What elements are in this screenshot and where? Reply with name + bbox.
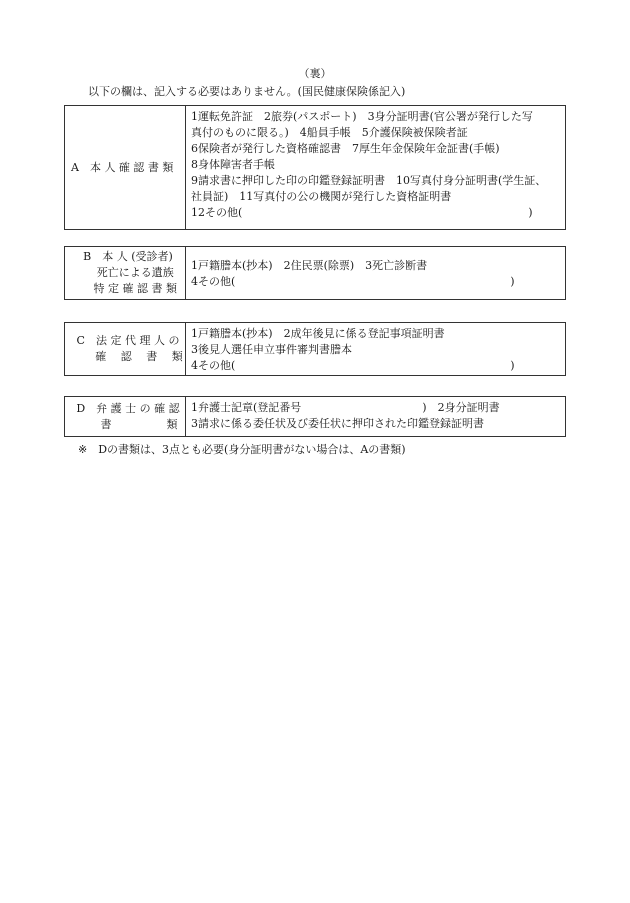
section-c-label-line: 確 認 書 類	[73, 350, 183, 363]
section-c-line: 4その他( )	[191, 358, 515, 372]
page-title: （裏）	[298, 67, 332, 80]
section-d-label-line: 書 類	[78, 417, 178, 431]
section-a-content	[186, 106, 565, 229]
section-a-line: 8身体障害者手帳	[191, 157, 275, 171]
section-c-box	[64, 322, 566, 376]
section-b-label-line: 死亡による遺族	[82, 266, 174, 280]
section-a-line: 6保険者が発行した資格確認書 7厚生年金保険年金証書(手帳)	[191, 141, 500, 155]
section-b-label-line: B 本 人 (受診者)	[83, 250, 173, 264]
section-a-line: 9請求書に押印した印の印鑑登録証明書 10写真付身分証明書(学生証、	[191, 173, 547, 187]
section-a-box	[64, 105, 566, 230]
section-a-line: 1運転免許証 2旅券(パスポート) 3身分証明書(官公署が発行した写	[191, 110, 533, 123]
section-b-box	[64, 246, 566, 300]
section-c-label	[65, 323, 186, 375]
section-d-content	[186, 397, 565, 436]
section-a-line: 真付のものに限る。) 4船員手帳 5介護保険被保険者証	[191, 125, 468, 139]
section-d-box	[64, 396, 566, 437]
section-a-line: 12その他( )	[191, 205, 533, 219]
section-c-line: 1戸籍謄本(抄本) 2成年後見に係る登記事項証明書	[191, 327, 445, 340]
section-d-label-line: D 弁 護 士 の 確 認	[76, 401, 180, 415]
footnote: ※ Dの書類は、3点とも必要(身分証明書がない場合は、Aの書類)	[78, 443, 406, 456]
section-d-line: 1弁護士記章(登記番号 ) 2身分証明書	[191, 401, 500, 414]
section-d-line: 3請求に係る委任状及び委任状に押印された印鑑登録証明書	[191, 416, 484, 430]
section-b-line: 1戸籍謄本(抄本) 2住民票(除票) 3死亡診断書	[191, 259, 428, 272]
section-a-line: 社員証) 11写真付の公の機関が発行した資格証明書	[191, 189, 452, 203]
section-d-label	[65, 397, 186, 436]
section-c-label-line: C 法 定 代 理 人 の	[76, 334, 180, 348]
section-b-line: 4その他( )	[191, 274, 515, 288]
section-b-content	[186, 247, 565, 299]
section-c-content	[186, 323, 565, 375]
section-c-line: 3後見人選任申立事件審判書謄本	[191, 342, 352, 356]
section-a-label: A 本 人 確 認 書 類	[65, 106, 186, 229]
section-b-label-line: 特 定 確 認 書 類	[79, 281, 177, 295]
instruction-note: 以下の欄は、記入する必要はありません。(国民健康保険係記入)	[88, 85, 406, 98]
section-b-label	[65, 247, 186, 299]
